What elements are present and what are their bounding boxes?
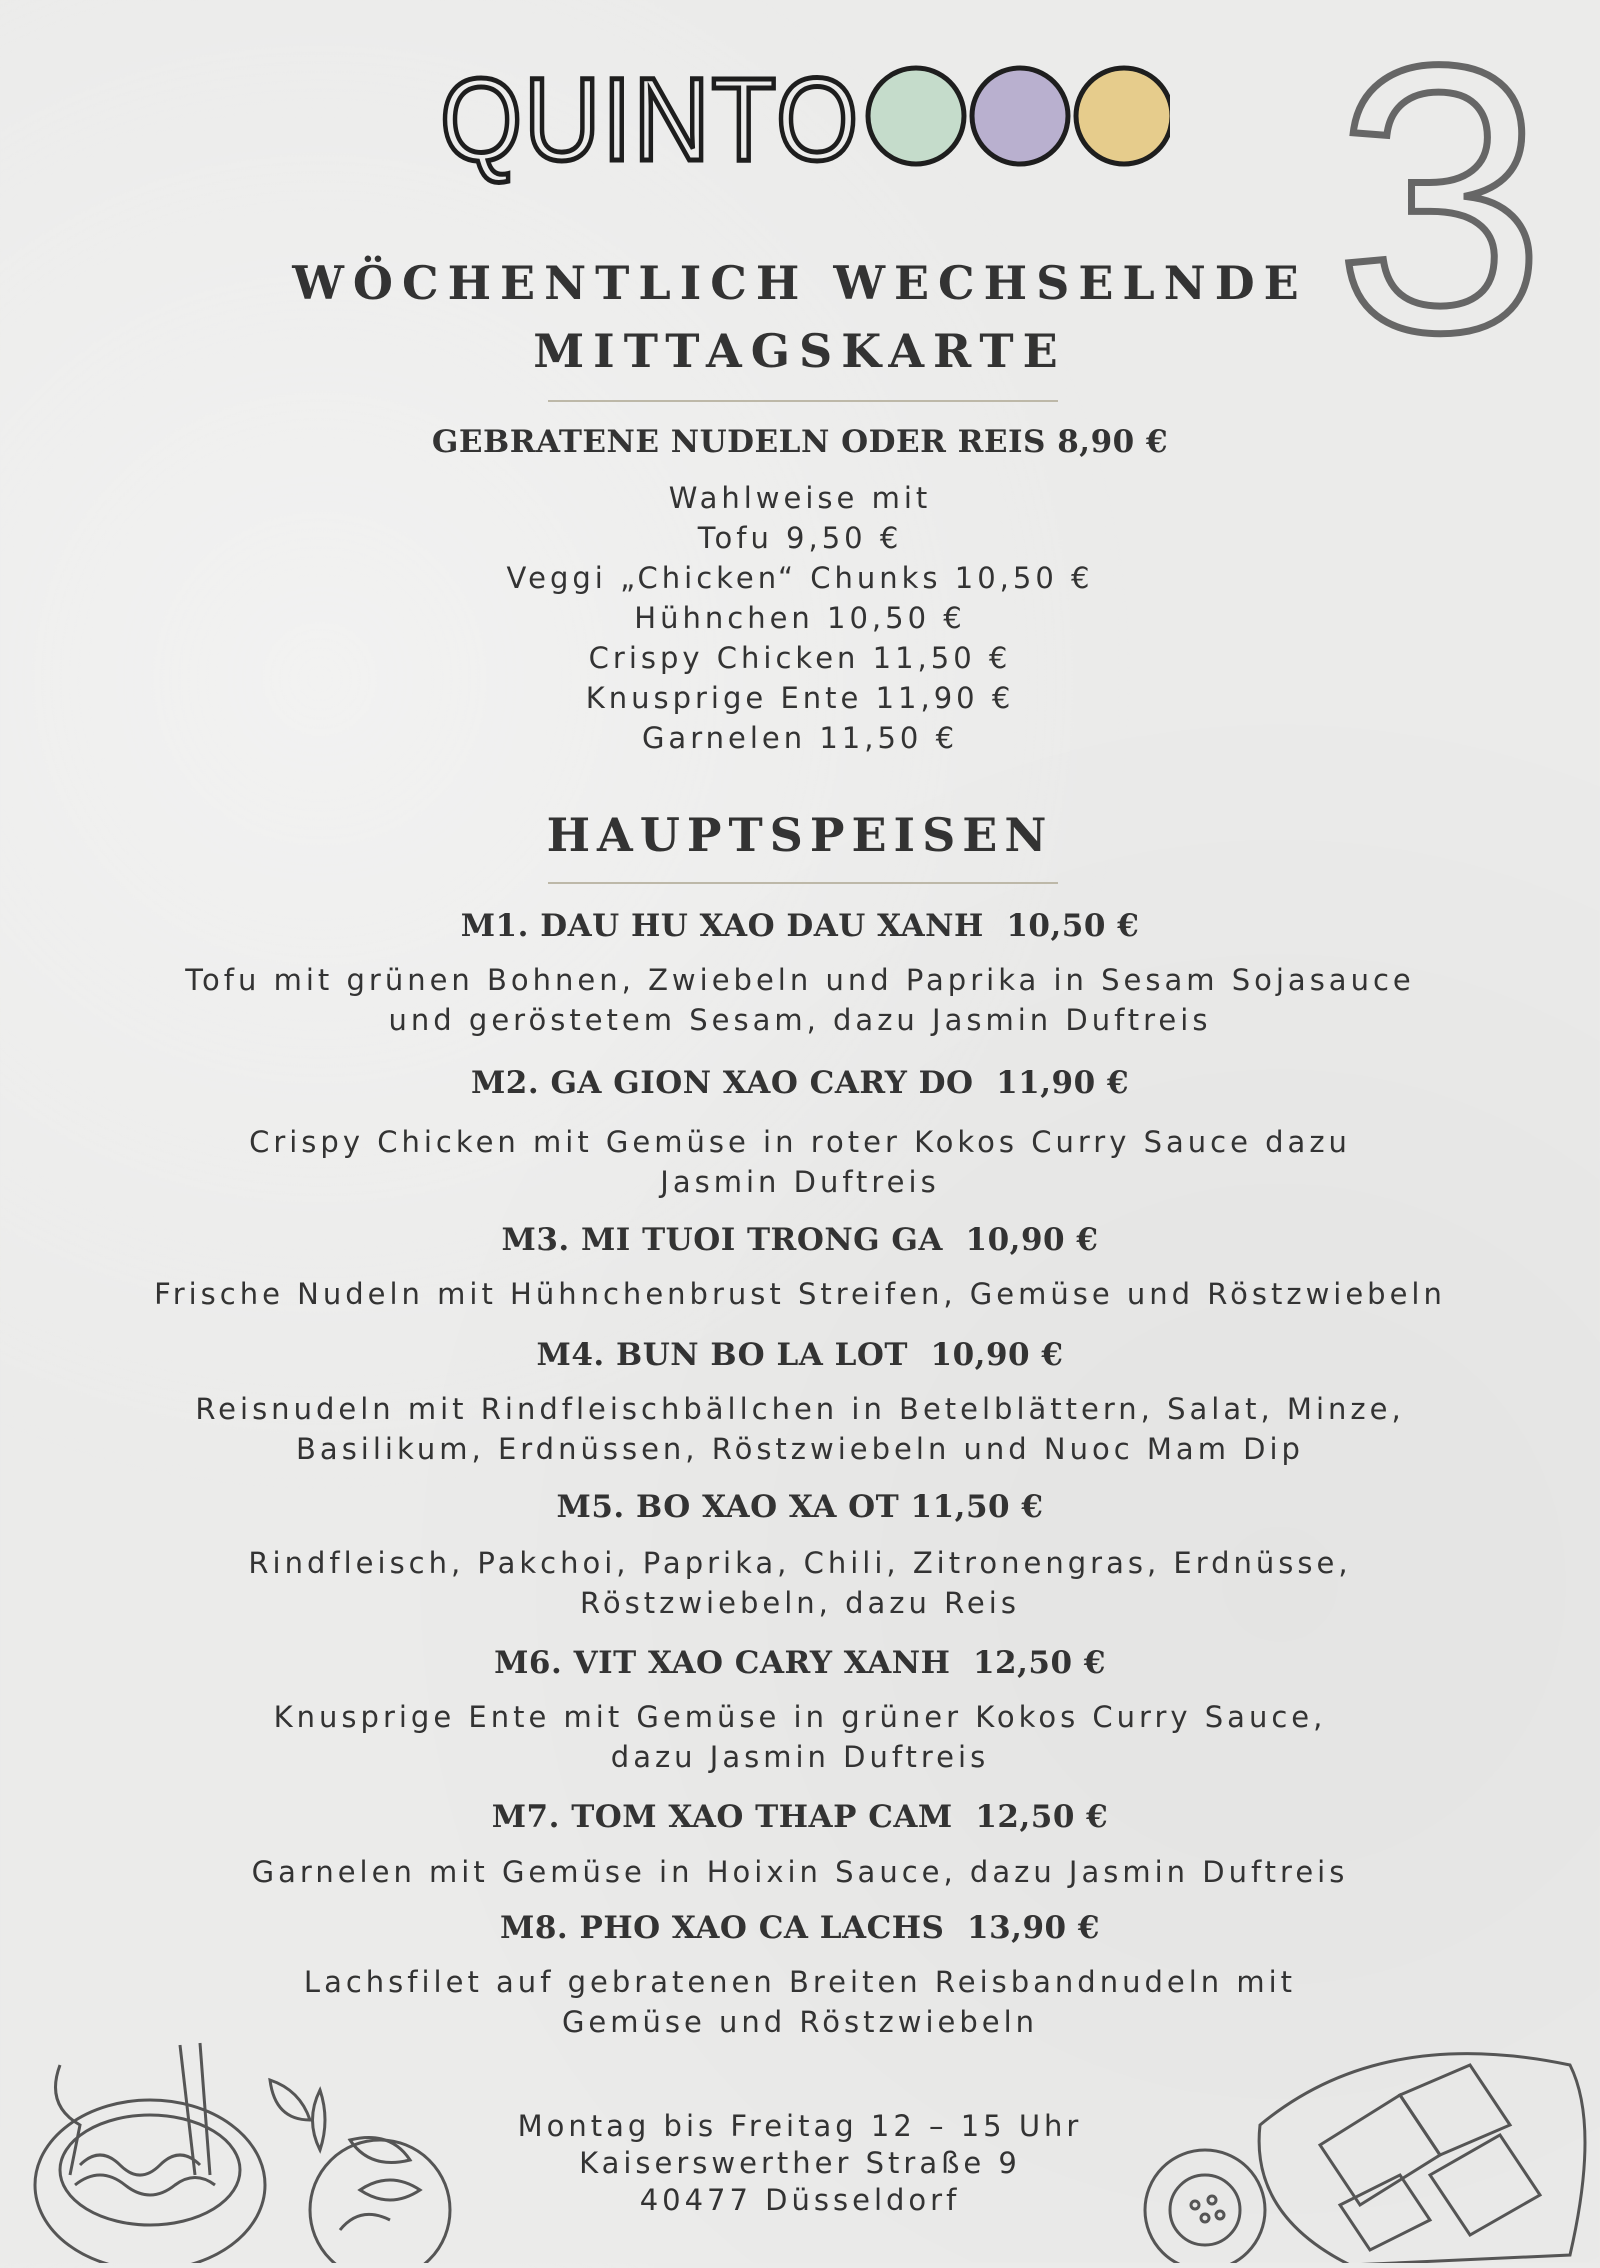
- brand-dot-yellow: [1076, 68, 1170, 164]
- noodles-option: Veggi „Chicken“ Chunks 10,50 €: [506, 561, 1094, 595]
- title-line-1: WÖCHENTLICH WECHSELNDE: [292, 256, 1308, 310]
- herbs-icon: [250, 2060, 480, 2263]
- dish-description-m1: [0, 960, 1600, 1040]
- dish-title-m7: M7. TOM XAO THAP CAM 12,50 €: [491, 1799, 1109, 1835]
- brand-logo: [440, 60, 1170, 200]
- mains-divider: [548, 882, 1058, 884]
- noodle-bowl-icon: [20, 2035, 280, 2263]
- address-street: Kaiserswerther Straße 9: [579, 2146, 1021, 2180]
- dish-description-line: Knusprige Ente mit Gemüse in grüner Kokos Curry Sauce,: [273, 1700, 1327, 1734]
- noodles-option: Tofu 9,50 €: [697, 521, 903, 555]
- dish-description-line: Crispy Chicken mit Gemüse in roter Kokos Curry Sauce dazu: [249, 1125, 1351, 1159]
- brand-dot-lilac: [972, 68, 1068, 164]
- dish-title-m1: M1. DAU HU XAO DAU XANH 10,50 €: [460, 908, 1140, 944]
- dish-description-line: Basilikum, Erdnüssen, Röstzwiebeln und Nuoc Mam Dip: [296, 1432, 1304, 1466]
- dish-description-m2: [0, 1122, 1600, 1202]
- noodles-options: [0, 478, 1600, 758]
- dish-description-m7: [0, 1852, 1600, 1892]
- dish-description-line: dazu Jasmin Duftreis: [610, 1740, 990, 1774]
- dish-title-m2: M2. GA GION XAO CARY DO 11,90 €: [470, 1065, 1130, 1101]
- dish-description-line: Gemüse und Röstzwiebeln: [561, 2005, 1039, 2039]
- dish-description-line: Röstzwiebeln, dazu Reis: [580, 1586, 1020, 1620]
- dish-title-m6: M6. VIT XAO CARY XANH 12,50 €: [494, 1645, 1106, 1681]
- dish-description-line: Reisnudeln mit Rindfleischbällchen in Betelblättern, Salat, Minze,: [195, 1392, 1405, 1426]
- dish-description-line: Jasmin Duftreis: [660, 1165, 940, 1199]
- noodles-option: Hühnchen 10,50 €: [634, 601, 966, 635]
- noodles-option: Garnelen 11,50 €: [641, 721, 959, 755]
- dish-description-m6: [0, 1697, 1600, 1777]
- noodles-option: Wahlweise mit: [668, 481, 932, 515]
- dish-description-m5: [0, 1543, 1600, 1623]
- spring-rolls-plate-icon: [1240, 2035, 1600, 2263]
- dish-description-line: Garnelen mit Gemüse in Hoixin Sauce, dazu Jasmin Duftreis: [251, 1855, 1349, 1889]
- title-divider: [548, 400, 1058, 402]
- dish-description-m8: [0, 1962, 1600, 2042]
- dish-description-line: Frische Nudeln mit Hühnchenbrust Streifen, Gemüse und Röstzwiebeln: [154, 1277, 1446, 1311]
- dish-description-line: Tofu mit grünen Bohnen, Zwiebeln und Paprika in Sesam Sojasauce: [185, 963, 1415, 997]
- dish-description-line: Lachsfilet auf gebratenen Breiten Reisbandnudeln mit: [303, 1965, 1297, 1999]
- brand-wordmark-text: QUINTO: [440, 60, 860, 186]
- dish-title-m4: M4. BUN BO LA LOT 10,90 €: [536, 1337, 1064, 1373]
- noodles-option: Knusprige Ente 11,90 €: [585, 681, 1015, 715]
- week-number-text: 3: [1334, 40, 1546, 350]
- dish-description-m4: [0, 1389, 1600, 1469]
- dish-title-m3: M3. MI TUOI TRONG GA 10,90 €: [501, 1222, 1099, 1258]
- address-city: 40477 Düsseldorf: [639, 2183, 961, 2217]
- opening-hours: Montag bis Freitag 12 – 15 Uhr: [517, 2109, 1083, 2143]
- brand-dot-green: [868, 68, 964, 164]
- dish-description-m3: [0, 1274, 1600, 1314]
- dish-title-m5: M5. BO XAO XA OT 11,50 €: [556, 1489, 1044, 1525]
- dish-title-m8: M8. PHO XAO CA LACHS 13,90 €: [500, 1910, 1100, 1946]
- noodles-option: Crispy Chicken 11,50 €: [588, 641, 1012, 675]
- dish-description-line: Rindfleisch, Pakchoi, Paprika, Chili, Zitronengras, Erdnüsse,: [248, 1546, 1352, 1580]
- dish-description-line: und geröstetem Sesam, dazu Jasmin Duftreis: [388, 1003, 1212, 1037]
- mains-heading: HAUPTSPEISEN: [546, 808, 1054, 862]
- title-line-2: MITTAGSKARTE: [533, 324, 1067, 378]
- noodles-heading: GEBRATENE NUDELN ODER REIS 8,90 €: [431, 424, 1169, 460]
